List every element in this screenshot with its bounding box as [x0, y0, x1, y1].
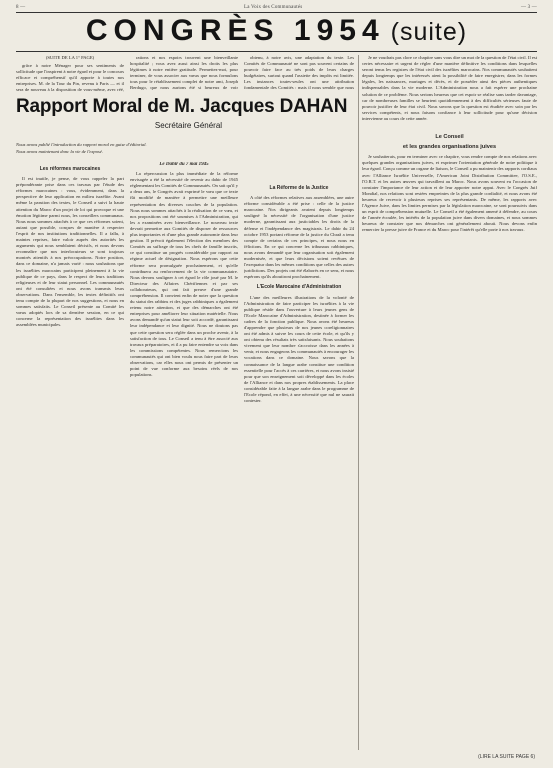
col3-body	[244, 95, 354, 750]
justice-section-head: La Réforme de la Justice	[269, 185, 329, 191]
intro-line-1: Nous avons publié l'introduction du rapport moral en guise d'éditorial.	[16, 142, 147, 147]
report-subtitle: Secrétaire Général	[154, 121, 223, 130]
banner-rule	[16, 51, 537, 52]
top-rule	[16, 12, 537, 13]
council-section-sub: et les grandes organisations juives	[402, 144, 497, 151]
council-section-head: Le Conseil	[435, 134, 464, 141]
banner-suite: (suite)	[390, 18, 468, 46]
col2-body-text: La répercussion la plus immédiate de la réforme envisagée a été la nécessité de revenir au dahir de 1945 réglementant les Comités de Communautés. On sait qu'il y a deux ans, le Congrès avait exprimé le vœu que ce texte fût modifié de manière à permettre une meilleure représentation des diverses couches de la population. Nous nous sommes attachés à la réalisation de ce vœu, et nos propositions ont été soumises à l'Administration, qui les a examinées avec bienveillance. Le nouveau texte devrait permettre aux Comités de disposer de ressources plus importantes et d'une plus grande autonomie dans leur gestion. Il prévoit également l'élection des membres des Comités au suffrage de tous les chefs de famille inscrits, ce qui constitue un progrès considérable par rapport au régime actuel de désignation. Nous espérons que cette réforme sera promulguée prochainement, et qu'elle contribuera au renforcement de la vie communautaire. Nous devons souligner à cet égard le rôle joué par M. le Directeur des Affaires Chérifiennes et par ses collaborateurs, qui ont fait preuve d'une grande compréhension. Il convient enfin de noter que la question du statut des rabbins et des juges rabbiniques a également retenu notre attention, et que des démarches ont été entreprises pour améliorer leur situation matérielle. Nous avons demandé qu'un statut leur soit accordé, garantissant leur indépendance et leur dignité. Nous ne doutons pas que cette question sera réglée dans un proche avenir, à la satisfaction de tous. Le Conseil a tenu à être associé aux travaux préparatoires, et il a pu faire entendre sa voix dans les commissions compétentes. Nous remercions les communautés qui ont bien voulu nous faire part de leurs observations, car elles nous ont permis de présenter un point de vue conforme aux besoins réels de nos populations.	[130, 171, 238, 378]
col3-body-text1: A côté des réformes relatives aux assemblées, une autre réforme considérable a été prise : celle de la justice marocaine. Nos dirigeants avaient depuis longtemps souligné la nécessité de l'organisation d'une justice moderne, garantissant aux justiciables les droits de la défense et l'indépendance des magistrats. Le dahir du 24 octobre 1953 portant réforme de la justice du Chraâ a tenu compte de certains de ces principes, et nous nous en félicitons. En ce qui concerne les tribunaux rabbiniques, nous avons demandé que leur organisation soit également modernisée, et que leurs décisions soient revêtues de l'exequatur dans les mêmes conditions que celles des autres juridictions. Des projets ont été élaborés en ce sens, et nous espérons qu'ils aboutiront prochainement.	[244, 195, 354, 280]
running-head-right: — 3 —	[521, 5, 537, 10]
reforms-section-head: Les réformes marocaines	[39, 166, 101, 172]
running-head	[16, 5, 537, 10]
continued-footer: (LIRE LA SUITE PAGE 6)	[478, 754, 535, 760]
col4-text2: Je souhaiterais, pour en terminer avec ce chapitre, vous rendre compte de nos relations avec quelques grandes organisations juives, et exprimer l'orientation générale de notre politique à leur égard. Conçu comme un organe de liaison, le Conseil a pu maintenir des rapports cordiaux avec l'Alliance Israélite Universelle, l'American Joint Distribution Committee, l'O.S.E., l'O.R.T. et les autres œuvres qui travaillent au Maroc. Nous avons souvent eu l'occasion de constater l'importance de leur action et de leur apporter notre appui. Avec le Congrès Juif Mondial, nos relations sont restées empreintes de la plus grande cordialité, et nous avons été heureux de recevoir à plusieurs reprises ses représentants. De même, les rapports avec l'Agence Juive, dans les limites permises par la législation marocaine, se sont poursuivis dans un esprit de compréhension mutuelle. Le Conseil a été également amené à défendre, au cours de l'année écoulée, les intérêts de la population juive dans divers domaines, et nous sommes heureux de constater que nos démarches ont généralement abouti. Nous devons enfin remercier la presse juive de France et du Maroc pour l'intérêt qu'elle porte à nos travaux.	[362, 154, 537, 233]
col3-top-text: obtenu, à notre avis, une adaptation du texte. Les Comités de Communauté ne sont pas souvent certains de pouvoir faire face au très poids de leurs charges budgétaires, surtout quand l'assiette des impôts est limitée. Les instances toutes-seules ont une attribution fondamentale des Comités : mais il nous semble que nous	[244, 55, 354, 91]
running-head-left: 8 —	[16, 5, 26, 10]
intro-line-2: Nous avons maintenant donc la vie de l'exposé.	[16, 149, 103, 154]
dahir-head: Le Dahir du 7 mai 1945	[159, 162, 209, 167]
col1-top-text: grâce à notre Ménager pour ses sentiments de sollicitude que l'inspirent à notre égard et pour le concours efficace et compréhensif qu'il apporte à toutes nos entreprises. M. de la Tour du Pin, revenu à Paris — et il sera de nouveau à la disposition de vous-même, avec réé,	[16, 63, 124, 93]
col2-body	[130, 162, 238, 752]
running-head-center: La Voix des Communautés	[243, 5, 303, 10]
col2-top	[130, 55, 238, 93]
banner-title	[0, 14, 553, 48]
col3-body-text2: L'une des meilleures illustrations de la volonté de l'Administration de faire participer les israélites à la vie publique réside dans l'ouverture à leurs jeunes gens de l'Ecole Marocaine d'Administration, destinée à former les cadres de la fonction publique. Nous avons été heureux d'apprendre que plusieurs de nos jeunes coreligionnaires ont été admis à suivre les cours de cette école, et qu'ils y ont obtenu des résultats très satisfaisants. Nous souhaitons vivement que leur nombre s'accroisse dans les années à venir, et nous engageons les communautés à encourager les vocations dans ce domaine. Nous savons que la connaissance de la langue arabe constitue une condition essentielle pour l'accès à ces carrières, et nous avons insisté pour que son enseignement soit développé dans les écoles de l'Alliance et dans nos propres établissements. La place considérable faite à la langue arabe dans le programme de l'Ecole répond, en effet, à une nécessité que nul ne saurait contester.	[244, 294, 354, 404]
col2-top-text: rations et nos espoirs trouvent une bienveillante hospitalité ; vous avez aussi ainsi les droits les plus légitimes à notre entière gratitude. Permettez-moi, pour terminer, de vous associer aux vœux que nous formulons tous pour le rétablissement complet de notre ami, Joseph Berdugo, que nous aurions été si heureux de voir	[130, 55, 238, 91]
ecole-section-head: L'Ecole Marocaine d'Administration	[256, 284, 342, 291]
col4-text: Je ne voudrais pas clore ce chapitre sans vous dire un mot de la question de l'état civil. Il est certes nécessaire et urgent de régler d'une manière définitive les conditions dans lesquelles seront tenus les registres de l'état civil des israélites marocains. Nos communautés souhaitent depuis longtemps que les intéressés aient la possibilité de faire enregistrer, dans les formes légales, les naissances, mariages et décès, et de posséder ainsi des pièces authentiques indispensables dans la vie moderne. L'Administration nous a fait espérer une prochaine solution de ce problème. Nous serions heureux que cet espoir se réalise sans tarder davantage, car de nombreuses familles se heurtent quotidiennement à des difficultés sérieuses faute de pouvoir justifier de leur état civil. Nous savons que la question est étudiée avec soin par les services compétents, et nous faisons confiance à leur sollicitude pour qu'une décision intervienne au cours de cette année.	[362, 55, 537, 121]
col4	[362, 55, 537, 748]
col3-top	[244, 55, 354, 93]
report-title: Rapport Moral de M. Jacques DAHAN	[16, 96, 348, 117]
continued-note: (SUITE DE LA 1° PAGE)	[45, 55, 95, 60]
col1-top	[16, 55, 124, 93]
col1-body	[16, 162, 124, 752]
column-divider-right	[358, 55, 359, 750]
banner-title-text: CONGRÈS 1954	[85, 14, 385, 47]
col1-body-text: Il est inutile, je pense, de vous rappeler la part prépondérante prise dans ces travaux par l'étude des réformes marocaines : vous, évidemment, dans la perspective de leur application en milieu israélite. Avant même la parution des textes, le Conseil a suivi la haute attention du Maroc d'un projet de loi qui provoque et une émotion légitime parmi nous, les conseillers communaux. Nous nous sommes attachés à ce que ces réformes soient, autant que possible, conçues de manière à respecter l'esprit de nos institutions traditionnelles. Il a fallu, à maintes reprises, faire valoir auprès des autorités les arguments qui nous semblaient décisifs, et nous devons reconnaître que nos interlocuteurs se sont toujours montrés attentifs à nos préoccupations. Notre position, dans ce domaine, n'a jamais varié : nous souhaitons que les israélites marocains participent pleinement à la vie publique de ce pays, dans le respect de leurs traditions religieuses et de leur statut personnel. Les communautés ont été consultées et nous avons transmis leurs observations. Dans l'ensemble, les textes définitifs ont tenu compte de la plupart de nos suggestions, et nous en sommes satisfaits. Le Conseil présente au Comité les vœux adoptés lors de sa dernière session, en ce qui concerne la représentation des israélites dans les assemblées municipales.	[16, 176, 124, 328]
